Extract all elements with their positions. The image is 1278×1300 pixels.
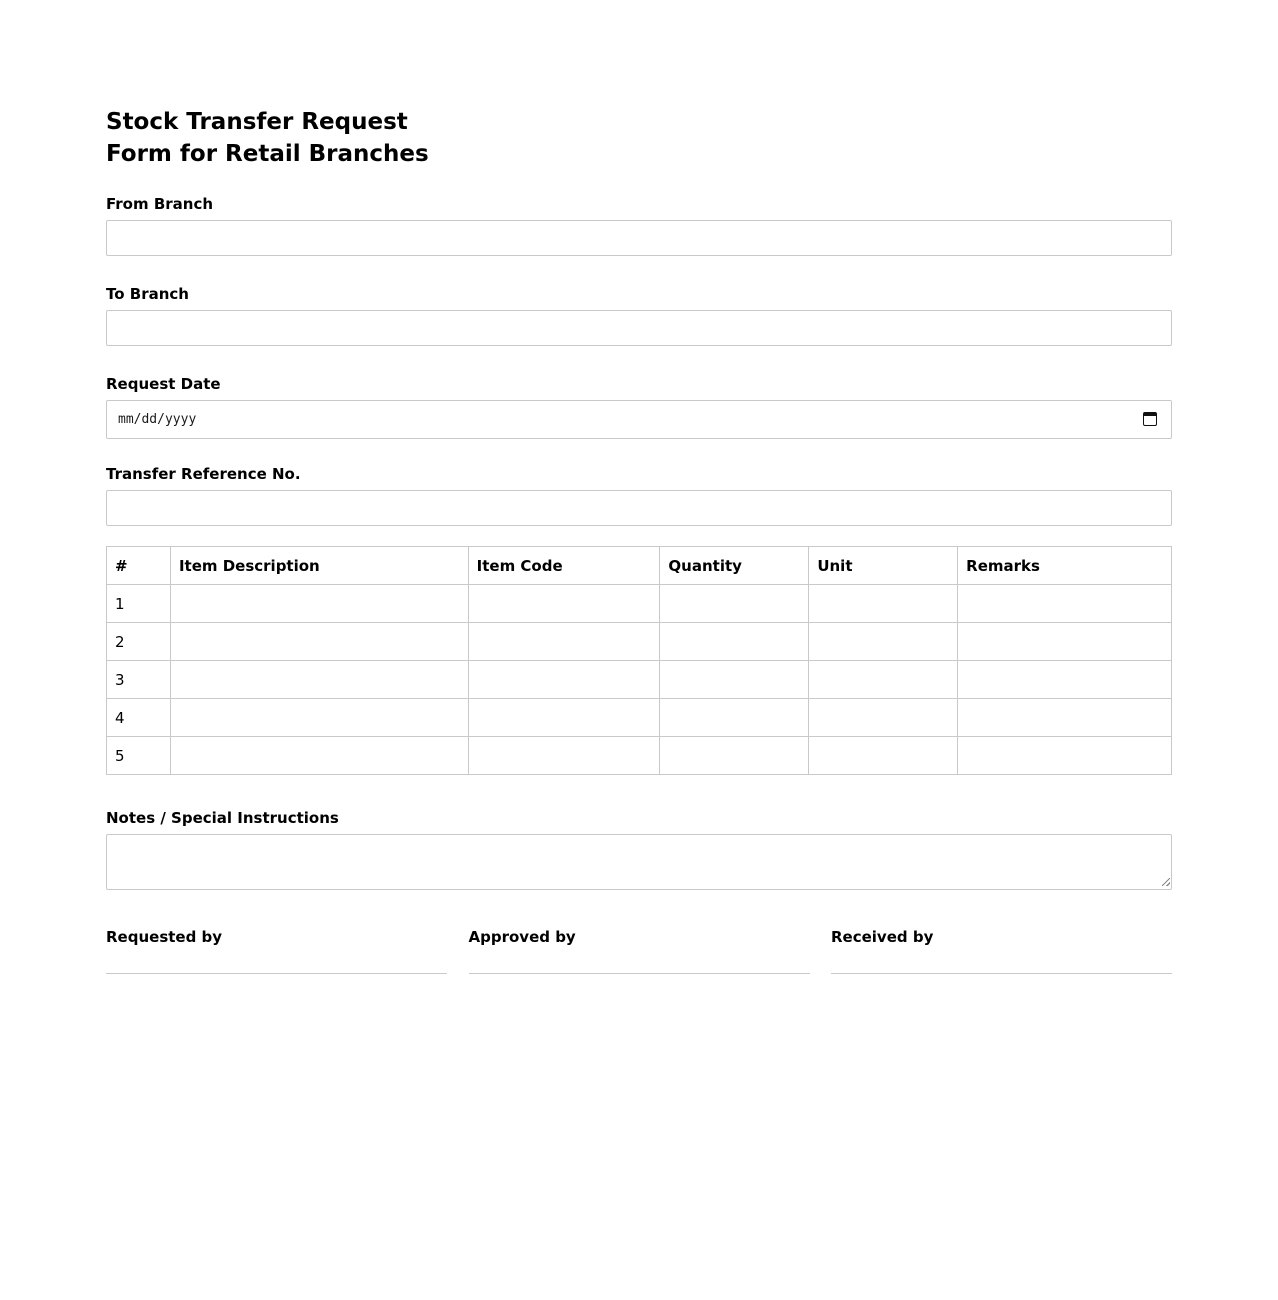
row-number: 3 (107, 661, 171, 699)
notes-textarea[interactable] (106, 834, 1172, 890)
header-number: # (107, 547, 171, 585)
notes-label: Notes / Special Instructions (106, 809, 339, 827)
approved-by-label: Approved by (468, 928, 576, 946)
quantity-cell[interactable] (660, 661, 809, 699)
remarks-cell[interactable] (958, 585, 1172, 623)
request-date-placeholder: mm/dd/yyyy (118, 412, 197, 427)
row-number: 1 (107, 585, 171, 623)
approved-by-signature-line[interactable] (469, 973, 810, 974)
item-code-cell[interactable] (468, 661, 660, 699)
quantity-cell[interactable] (660, 623, 809, 661)
item-description-cell[interactable] (170, 737, 468, 775)
approved-by-block (469, 927, 810, 974)
signatures-row (106, 927, 1172, 974)
unit-cell[interactable] (809, 661, 958, 699)
item-code-cell[interactable] (468, 585, 660, 623)
request-date-label: Request Date (106, 375, 221, 393)
item-description-cell[interactable] (170, 623, 468, 661)
quantity-cell[interactable] (660, 699, 809, 737)
unit-cell[interactable] (809, 737, 958, 775)
row-number: 4 (107, 699, 171, 737)
requested-by-label: Requested by (106, 928, 223, 946)
from-branch-label: From Branch (106, 195, 214, 213)
unit-cell[interactable] (809, 623, 958, 661)
from-branch-field (106, 194, 1172, 256)
requested-by-signature-line[interactable] (106, 973, 447, 974)
request-date-input[interactable] (106, 400, 1172, 439)
notes-field (106, 808, 1172, 898)
header-remarks: Remarks (958, 547, 1172, 585)
remarks-cell[interactable] (958, 623, 1172, 661)
unit-cell[interactable] (809, 699, 958, 737)
remarks-cell[interactable] (958, 737, 1172, 775)
received-by-signature-line[interactable] (831, 973, 1172, 974)
quantity-cell[interactable] (660, 585, 809, 623)
items-table (106, 546, 1172, 775)
row-number: 5 (107, 737, 171, 775)
remarks-cell[interactable] (958, 661, 1172, 699)
transfer-ref-label: Transfer Reference No. (106, 465, 301, 483)
item-description-cell[interactable] (170, 585, 468, 623)
item-code-cell[interactable] (468, 699, 660, 737)
item-code-cell[interactable] (468, 737, 660, 775)
header-item-description: Item Description (170, 547, 468, 585)
calendar-icon[interactable] (1143, 412, 1157, 426)
table-row (107, 737, 1172, 775)
transfer-ref-input[interactable] (106, 490, 1172, 526)
header-quantity: Quantity (660, 547, 809, 585)
table-row (107, 661, 1172, 699)
header-unit: Unit (809, 547, 958, 585)
table-header-row (107, 547, 1172, 585)
to-branch-field (106, 284, 1172, 346)
transfer-ref-field (106, 464, 1172, 526)
item-description-cell[interactable] (170, 699, 468, 737)
table-row (107, 585, 1172, 623)
received-by-label: Received by (831, 928, 934, 946)
resize-grip-icon[interactable] (1162, 878, 1170, 886)
header-item-code: Item Code (468, 547, 660, 585)
table-row (107, 623, 1172, 661)
request-date-field (106, 374, 1172, 439)
to-branch-input[interactable] (106, 310, 1172, 346)
table-row (107, 699, 1172, 737)
row-number: 2 (107, 623, 171, 661)
unit-cell[interactable] (809, 585, 958, 623)
remarks-cell[interactable] (958, 699, 1172, 737)
quantity-cell[interactable] (660, 737, 809, 775)
from-branch-input[interactable] (106, 220, 1172, 256)
item-description-cell[interactable] (170, 661, 468, 699)
form-title: Stock Transfer Request Form for Retail Branches (106, 109, 429, 167)
received-by-block (831, 927, 1172, 974)
requested-by-block (106, 927, 447, 974)
to-branch-label: To Branch (106, 285, 189, 303)
item-code-cell[interactable] (468, 623, 660, 661)
